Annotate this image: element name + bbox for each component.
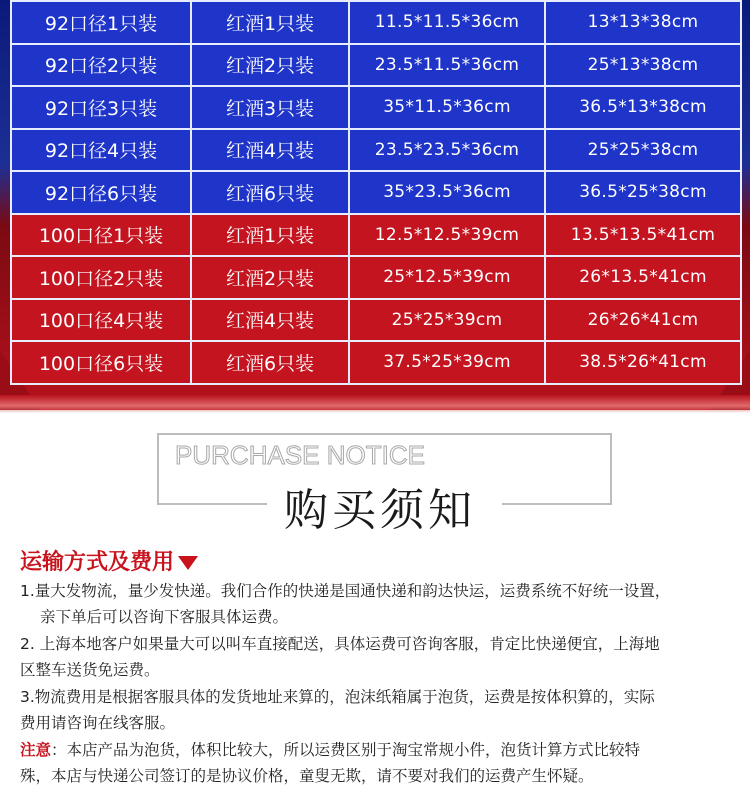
cell-type: 红酒3只装 — [191, 86, 349, 129]
cell-spec: 100口径4只装 — [11, 299, 191, 342]
cell-outer-size: 36.5*13*38cm — [545, 86, 741, 129]
warning-line1: ：本店产品为泡货，体积比较大，所以运费区别于淘宝常规小件，泡货计算方式比较特 — [51, 741, 641, 759]
cell-type: 红酒1只装 — [191, 214, 349, 257]
shipping-notes — [20, 578, 740, 790]
cell-outer-size: 25*13*38cm — [545, 44, 741, 87]
cell-type: 红酒2只装 — [191, 256, 349, 299]
cell-type: 红酒1只装 — [191, 1, 349, 44]
cell-inner-size: 23.5*23.5*36cm — [349, 129, 545, 172]
section-divider-strip — [0, 395, 750, 413]
cell-spec: 92口径1只装 — [11, 1, 191, 44]
cell-outer-size: 36.5*25*38cm — [545, 171, 741, 214]
notice-title-cn: 购买须知 — [284, 485, 476, 536]
cell-inner-size: 35*23.5*36cm — [349, 171, 545, 214]
cell-inner-size: 12.5*12.5*39cm — [349, 214, 545, 257]
table-row — [11, 341, 741, 384]
cell-inner-size: 35*11.5*36cm — [349, 86, 545, 129]
note-item-2-line1: 2. 上海本地客户如果量大可以叫车直接配送，具体运费可咨询客服，肯定比快递便宜，上海地 — [20, 635, 660, 653]
cell-spec: 100口径1只装 — [11, 214, 191, 257]
cell-outer-size: 13.5*13.5*41cm — [545, 214, 741, 257]
note-item-3 — [20, 684, 740, 736]
table-row — [11, 129, 741, 172]
spec-table-body — [11, 1, 741, 384]
cell-spec: 92口径6只装 — [11, 171, 191, 214]
cell-spec: 92口径4只装 — [11, 129, 191, 172]
frame-line-top — [157, 433, 612, 435]
cell-type: 红酒6只装 — [191, 171, 349, 214]
cell-type: 红酒4只装 — [191, 299, 349, 342]
warning-label: 注意 — [20, 741, 52, 759]
cell-inner-size: 25*12.5*39cm — [349, 256, 545, 299]
frame-line-right — [610, 433, 612, 505]
cell-type: 红酒2只装 — [191, 44, 349, 87]
warning-line2: 殊，本店与快递公司签订的是协议价格，童叟无欺，请不要对我们的运费产生怀疑。 — [20, 767, 594, 785]
note-warning — [20, 737, 740, 789]
note-item-2-line2: 区整车送货免运费。 — [20, 661, 160, 679]
cell-inner-size: 25*25*39cm — [349, 299, 545, 342]
cell-outer-size: 38.5*26*41cm — [545, 341, 741, 384]
cell-outer-size: 26*26*41cm — [545, 299, 741, 342]
note-item-1 — [20, 578, 740, 630]
table-row — [11, 299, 741, 342]
notice-title-en: PURCHASE NOTICE — [175, 440, 425, 470]
note-item-2 — [20, 631, 740, 683]
cell-spec: 92口径2只装 — [11, 44, 191, 87]
cell-inner-size: 11.5*11.5*36cm — [349, 1, 545, 44]
cell-inner-size: 37.5*25*39cm — [349, 341, 545, 384]
note-item-3-line2: 费用请咨询在线客服。 — [20, 714, 176, 732]
table-row — [11, 1, 741, 44]
cell-outer-size: 26*13.5*41cm — [545, 256, 741, 299]
cell-type: 红酒6只装 — [191, 341, 349, 384]
shipping-title-text: 运输方式及费用 — [20, 550, 175, 575]
cell-spec: 92口径3只装 — [11, 86, 191, 129]
cell-spec: 100口径2只装 — [11, 256, 191, 299]
table-row — [11, 44, 741, 87]
table-row — [11, 214, 741, 257]
cell-inner-size: 23.5*11.5*36cm — [349, 44, 545, 87]
table-row — [11, 171, 741, 214]
note-item-3-line1: 3.物流费用是根据客服具体的发货地址来算的，泡沫纸箱属于泡货，运费是按体积算的，实际 — [20, 688, 655, 706]
note-item-1-line2: 亲下单后可以咨询下客服具体运费。 — [40, 608, 289, 626]
cell-outer-size: 25*25*38cm — [545, 129, 741, 172]
shipping-section-title — [20, 545, 198, 576]
cell-outer-size: 13*13*38cm — [545, 1, 741, 44]
table-row — [11, 256, 741, 299]
cell-type: 红酒4只装 — [191, 129, 349, 172]
note-item-1-line1: 1.量大发物流，量少发快递。我们合作的快递是国通快递和韵达快运，运费系统不好统一设置， — [20, 582, 671, 600]
cell-spec: 100口径6只装 — [11, 341, 191, 384]
spec-table — [10, 0, 742, 385]
triangle-down-icon — [178, 556, 198, 570]
table-row — [11, 86, 741, 129]
